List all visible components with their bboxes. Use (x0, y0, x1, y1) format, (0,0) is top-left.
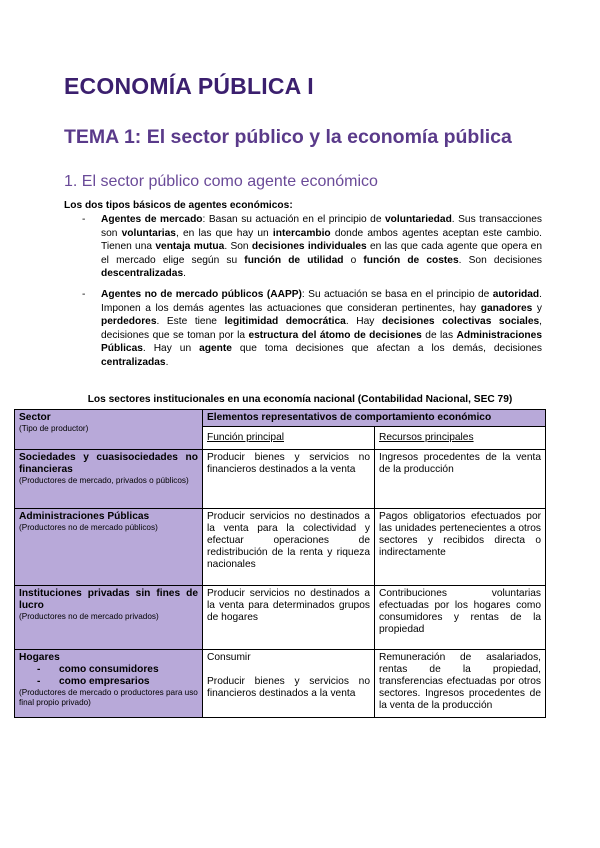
funcion-cell (203, 650, 375, 718)
recursos-header: Recursos principales (375, 427, 546, 450)
bold-term: autoridad (492, 288, 540, 300)
sector-name: Sociedades y cuasisociedades no financieras (19, 452, 198, 475)
bold-term: perdedores (101, 316, 157, 328)
bullet-text (101, 289, 542, 368)
sector-sub: (Productores no de mercado privados) (19, 612, 159, 621)
sector-name: Administraciones Públicas (19, 511, 150, 522)
bold-term: ganadores (480, 302, 533, 314)
table-header-row (15, 410, 546, 427)
recursos-cell: Contribuciones voluntarias efectuadas por los hogares como consumidores y rentas de la propiedad (375, 586, 546, 650)
sector-cell (15, 586, 203, 650)
intro-text: Los dos tipos básicos de agentes económicos: (64, 200, 293, 211)
bold-term: Administraciones Públicas (101, 329, 542, 355)
text-run: de las (421, 329, 457, 341)
bold-term: función de utilidad (244, 254, 344, 266)
table-row-hogares (15, 650, 546, 718)
recursos-cell: Ingresos procedentes de la venta de la producción (375, 450, 546, 509)
text-run: o (343, 254, 364, 266)
document-title: ECONOMÍA PÚBLICA I (64, 73, 314, 99)
hogares-sub-item: - como consumidores (37, 664, 159, 675)
sector-name: Hogares (19, 652, 60, 663)
funcion-cell: Producir servicios no destinados a la venta para determinados grupos de hogares (203, 586, 375, 650)
funcion-consumir: Consumir (207, 652, 251, 663)
bold-term: voluntarias (121, 227, 176, 239)
sector-header-cell (15, 410, 203, 450)
sector-sub: (Productores no de mercado públicos) (19, 523, 158, 532)
bold-term: centralizadas (101, 356, 166, 368)
recursos-cell: Remuneración de asalariados, rentas de la propiedad, transferencias efectuadas por otros sectores. Ingresos procedentes de la venta de la producción (375, 650, 546, 718)
text-run: y (532, 302, 542, 314)
text-run: , en las que hay un (175, 227, 273, 239)
sector-cell (15, 450, 203, 509)
funcion-cell: Producir bienes y servicios no financieros destinados a la venta (203, 450, 375, 509)
bullet-dash: - (82, 288, 86, 300)
bold-term: descentralizadas (101, 268, 184, 280)
bold-term: decisiones colectivas sociales (381, 316, 540, 328)
sector-sub: (Productores de mercado o productores para uso final propio privado) (19, 688, 198, 707)
text-run: : Su actuación se basa en el principio de (301, 288, 493, 300)
bold-term: función de costes (363, 254, 459, 266)
bullet-dash: - (82, 214, 86, 225)
bold-term: agente (199, 343, 232, 355)
bold-term: decisiones individuales (251, 241, 367, 253)
sector-header-sub: (Tipo de productor) (19, 424, 89, 433)
text-run: , decisiones que se toman por la (101, 316, 542, 341)
bullet-text (101, 214, 542, 279)
text-run: . Hay un (142, 343, 200, 355)
text-run: . Son decisiones (458, 254, 543, 266)
funcion-cell: Producir servicios no destinados a la venta para la colectividad y efectuar operaciones de redistribución de la renta y riqueza nacionales (203, 509, 375, 586)
funcion-producir: Producir bienes y servicios no financieros destinados a la venta (207, 676, 370, 699)
bold-term: legitimidad democrática (224, 316, 346, 328)
bold-term: intercambio (272, 227, 331, 239)
section-heading: 1. El sector público como agente económico (64, 173, 378, 190)
hogares-sub-item: - como empresarios (37, 676, 150, 687)
bullet-agentes-no-mercado (82, 288, 542, 370)
text-run: . Son (224, 241, 252, 253)
bold-term: Agentes no de mercado públicos (AAPP) (101, 288, 302, 300)
sectors-table (14, 409, 546, 718)
bold-term: ventaja mutua (155, 241, 225, 253)
text-run: . Sus transacciones son (101, 214, 543, 239)
text-run: . (183, 268, 186, 280)
funcion-header: Función principal (203, 427, 375, 450)
bullet-agentes-mercado (82, 213, 542, 281)
table-row (15, 509, 546, 586)
sector-sub: (Productores de mercado, privados o públicos) (19, 476, 189, 485)
text-run: . Hay (345, 316, 382, 328)
text-run: donde ambos agentes aceptan este cambio. Tienen una (101, 227, 542, 253)
agent-type-list (82, 213, 542, 377)
table-row (15, 586, 546, 650)
text-run: : Basan su actuación en el principio de (202, 214, 385, 225)
sector-header: Sector (19, 412, 51, 423)
bold-term: voluntariedad (385, 214, 452, 225)
sector-cell (15, 509, 203, 586)
sector-cell (15, 650, 203, 718)
bold-term: estructura del átomo de decisiones (248, 329, 422, 341)
bold-term: Agentes de mercado (101, 214, 203, 225)
text-run: que toma decisiones que afectan a los demás, decisiones (231, 343, 542, 355)
tema-heading: TEMA 1: El sector público y la economía pública (64, 126, 512, 148)
text-run: . (165, 356, 169, 368)
table-row (15, 450, 546, 509)
text-run: en las que cada agente que opera en el mercado elige según su (101, 241, 542, 266)
text-run: . Imponen a los demás agentes las actuaciones que consideran pertinentes, hay (101, 288, 542, 314)
elements-header: Elementos representativos de comportamiento económico (203, 410, 546, 427)
recursos-cell: Pagos obligatorios efectuados por las unidades pertenecientes a otros sectores y recibidos directa o indirectamente (375, 509, 546, 586)
text-run: . Este tiene (156, 316, 225, 328)
sector-name: Instituciones privadas sin fines de lucro (19, 588, 198, 611)
table-caption: Los sectores institucionales en una economía nacional (Contabilidad Nacional, SEC 79) (87, 394, 513, 405)
